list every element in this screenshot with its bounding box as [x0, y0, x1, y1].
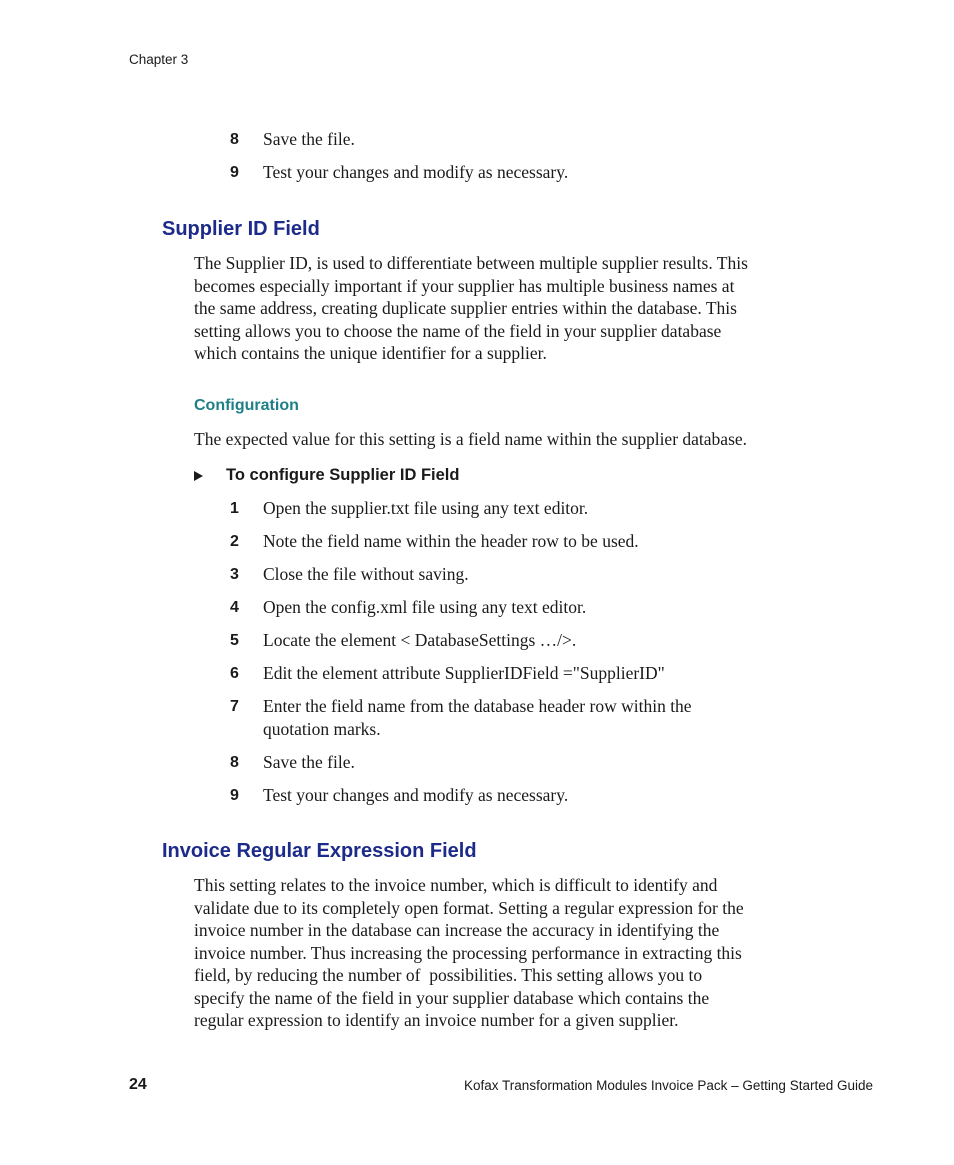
paragraph-line: validate due to its completely open format. Setting a regular expression for the	[194, 897, 744, 918]
section-heading-supplier-id: Supplier ID Field	[162, 218, 320, 240]
step-number: 4	[230, 599, 239, 616]
subheading-configuration: Configuration	[194, 397, 299, 414]
step-item	[230, 784, 830, 807]
paragraph-line: the same address, creating duplicate supplier entries within the database. This	[194, 298, 737, 318]
paragraph-line: becomes especially important if your supplier has multiple business names at	[194, 275, 735, 296]
step-number: 9	[230, 787, 239, 804]
step-text: Note the field name within the header row to be used.	[263, 531, 639, 551]
step-text: Locate the element < DatabaseSettings …/>.	[263, 630, 577, 650]
step-item	[230, 751, 830, 774]
step-item	[230, 530, 830, 553]
step-text: Open the supplier.txt file using any text editor.	[263, 498, 589, 518]
invoice-regex-description	[194, 874, 834, 1032]
step-number: 2	[230, 533, 239, 550]
section-heading-invoice-regex: Invoice Regular Expression Field	[162, 840, 477, 862]
step-number: 8	[230, 131, 239, 148]
paragraph-line: invoice number in the database can increase the accuracy in identifying the	[194, 920, 720, 940]
step-text: Edit the element attribute SupplierIDField ="SupplierID"	[263, 663, 665, 683]
step-text: Save the file.	[263, 752, 355, 772]
step-item	[230, 662, 830, 685]
procedure-title-text: To configure Supplier ID Field	[226, 466, 460, 484]
procedure-title	[194, 466, 459, 485]
step-number: 3	[230, 566, 239, 583]
paragraph-line: which contains the unique identifier for a supplier.	[194, 343, 547, 363]
step-text: Save the file.	[263, 129, 355, 149]
paragraph-line: This setting relates to the invoice number, which is difficult to identify and	[194, 875, 718, 895]
paragraph-line: field, by reducing the number of possibilities. This setting allows you to	[194, 965, 703, 985]
configuration-description: The expected value for this setting is a field name within the supplier database.	[194, 429, 748, 449]
step-number: 7	[230, 698, 239, 715]
supplier-id-description	[194, 252, 834, 365]
step-item	[230, 161, 830, 184]
step-text-line: Enter the field name from the database header row within the	[263, 696, 692, 716]
procedure-arrow-icon	[194, 471, 203, 481]
step-number: 9	[230, 164, 239, 181]
paragraph-line: invoice number. Thus increasing the processing performance in extracting this	[194, 942, 742, 963]
step-number: 8	[230, 754, 239, 771]
step-text: Test your changes and modify as necessary.	[263, 785, 569, 805]
step-text: Open the config.xml file using any text editor.	[263, 597, 587, 617]
step-item	[230, 497, 830, 520]
step-text-line: quotation marks.	[263, 719, 381, 739]
step-text	[263, 695, 692, 741]
step-text: Test your changes and modify as necessary.	[263, 162, 569, 182]
footer-guide-title: Kofax Transformation Modules Invoice Pack – Getting Started Guide	[464, 1078, 873, 1093]
running-head-chapter: Chapter 3	[129, 52, 189, 67]
step-number: 5	[230, 632, 239, 649]
step-item	[230, 629, 830, 652]
paragraph-line: The Supplier ID, is used to differentiate between multiple supplier results. This	[194, 253, 748, 273]
step-item	[230, 596, 830, 619]
step-item	[230, 695, 830, 741]
step-item	[230, 128, 830, 151]
paragraph-line: setting allows you to choose the name of the field in your supplier database	[194, 320, 722, 341]
paragraph-line: regular expression to identify an invoice number for a given supplier.	[194, 1010, 679, 1030]
step-item	[230, 563, 830, 586]
step-text: Close the file without saving.	[263, 564, 469, 584]
step-number: 1	[230, 500, 239, 517]
step-number: 6	[230, 665, 239, 682]
paragraph-line: specify the name of the field in your supplier database which contains the	[194, 987, 710, 1008]
page-number: 24	[129, 1076, 147, 1093]
